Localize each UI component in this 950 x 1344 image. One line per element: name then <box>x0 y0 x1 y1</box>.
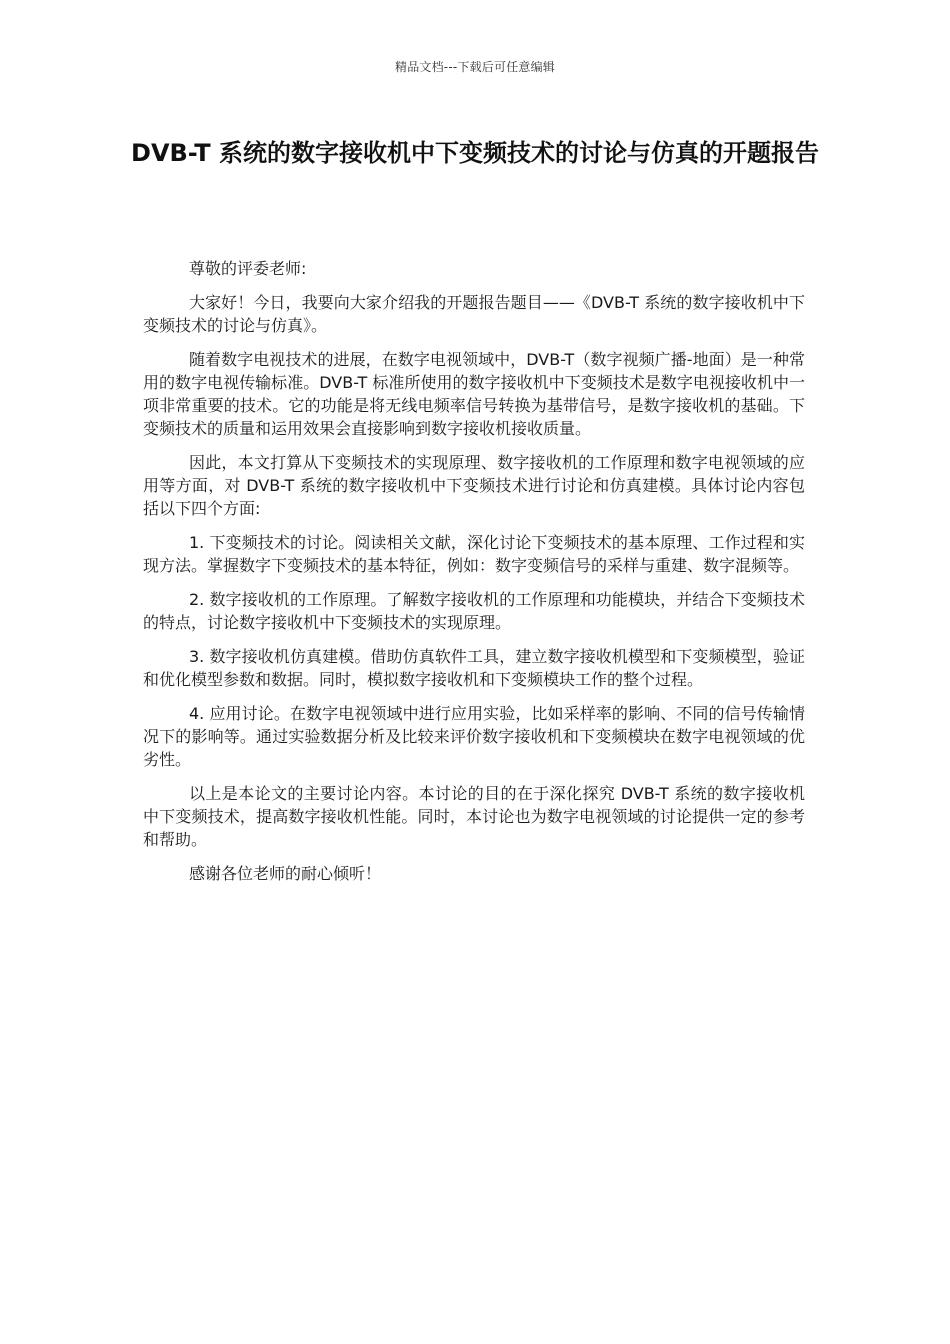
salutation: 尊敬的评委老师: <box>189 259 307 278</box>
paragraph-intro: 大家好！今日，我要向大家介绍我的开题报告题目——《DVB-T 系统的数字接收机中下变频技术的讨论与仿真》。 <box>143 293 805 335</box>
closing-thanks: 感谢各位老师的耐心倾听！ <box>189 864 382 883</box>
paragraph-item-3: 3. 数字接收机仿真建模。借助仿真软件工具，建立数字接收机模型和下变频模型，验证和优化模型参数和数据。同时，模拟数字接收机和下变频模块工作的整个过程。 <box>143 647 805 689</box>
paragraph-item-4: 4. 应用讨论。在数字电视领域中进行应用实验，比如采样率的影响、不同的信号传输情况下的影响等。通过实验数据分析及比较来评价数字接收机和下变频模块在数字电视领域的优劣性。 <box>143 704 805 769</box>
page-header: 精品文档---下载后可任意编辑 <box>395 60 555 74</box>
paragraph-plan: 因此，本文打算从下变频技术的实现原理、数字接收机的工作原理和数字电视领域的应用等方面，对 DVB-T 系统的数字接收机中下变频技术进行讨论和仿真建模。具体讨论内容包括以下四个方面: <box>143 453 805 518</box>
document-title: DVB-T 系统的数字接收机中下变频技术的讨论与仿真的开题报告 <box>131 139 819 167</box>
document-body <box>143 257 805 896</box>
paragraph-summary: 以上是本论文的主要讨论内容。本讨论的目的在于深化探究 DVB-T 系统的数字接收机中下变频技术，提高数字接收机性能。同时，本讨论也为数字电视领域的讨论提供一定的参考和帮助。 <box>143 784 805 849</box>
paragraph-item-2: 2. 数字接收机的工作原理。了解数字接收机的工作原理和功能模块，并结合下变频技术的特点，讨论数字接收机中下变频技术的实现原理。 <box>143 590 805 632</box>
paragraph-background: 随着数字电视技术的进展，在数字电视领域中，DVB-T（数字视频广播-地面）是一种常用的数字电视传输标准。DVB-T 标准所使用的数字接收机中下变频技术是数字电视接收机中一项非常重要的技术。它的功能是将无线电频率信号转换为基带信号，是数字接收机的基础。下变频技术的质量和运用效果会直接影响到数字接收机接收质量。 <box>143 350 805 438</box>
paragraph-item-1: 1. 下变频技术的讨论。阅读相关文献，深化讨论下变频技术的基本原理、工作过程和实现方法。掌握数字下变频技术的基本特征，例如：数字变频信号的采样与重建、数字混频等。 <box>143 533 805 575</box>
